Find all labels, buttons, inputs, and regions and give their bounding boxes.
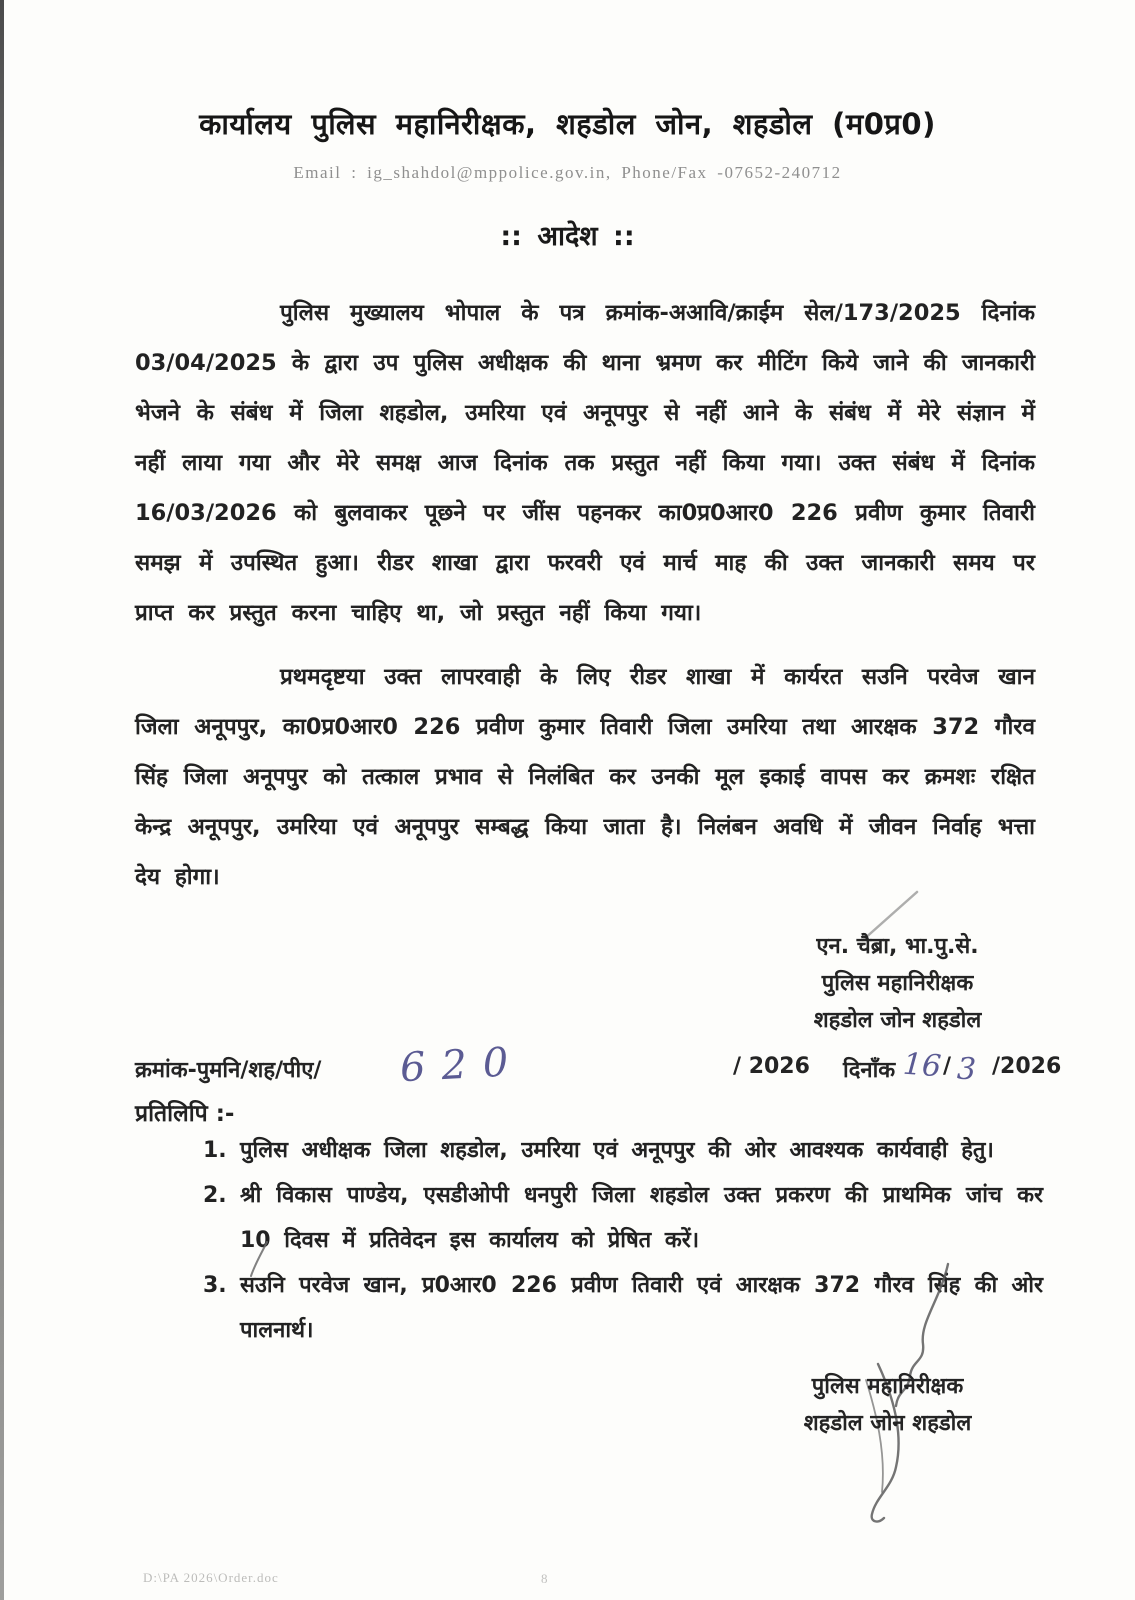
copy-item-1-text: पुलिस अधीक्षक जिला शहडोल, उमरिया एवं अनूपपुर की ओर आवश्यक कार्यवाही हेतु। <box>240 1138 994 1163</box>
contact-line: Email : ig_shahdol@mppolice.gov.in, Phone/Fax -07652-240712 <box>293 163 842 182</box>
order-heading: :: आदेश :: <box>500 221 635 252</box>
body-paragraph-1: पुलिस मुख्यालय भोपाल के पत्र क्रमांक-अआवि/क्राईम सेल/173/2025 दिनांक 03/04/2025 के द्वारा उप पुलिस अधीक्षक की थाना भ्रमण कर मीटिंग किये जाने की जानकारी भेजने के संबंध में जिला शहडोल, उमरिया एवं अनूपपुर से नहीं आने के संबंध में मेरे संज्ञान में नहीं लाया गया और मेरे समक्ष आज दिनांक तक प्रस्तुत नहीं किया गया। उक्त संबंध में दिनांक 16/03/2026 को बुलवाकर पूछने पर जींस पहनकर का0प्र0आर0 226 प्रवीण कुमार तिवारी समझ में उपस्थित हुआ। रीडर शाखा द्वारा फरवरी एवं मार्च माह की उक्त जानकारी समय पर प्राप्त कर प्रस्तुत करना चाहिए था, जो प्रस्तुत नहीं किया गया। <box>135 300 1035 626</box>
office-title: कार्यालय पुलिस महानिरीक्षक, शहडोल जोन, शहडोल (म0प्र0) <box>199 107 936 141</box>
copy-item-1 <box>203 1128 1043 1173</box>
dispatch-number-prefix: क्रमांक-पुमनि/शह/पीए/ <box>135 1058 322 1083</box>
copy-section-label: प्रतिलिपि :- <box>135 1101 235 1127</box>
bottom-zone: शहडोल जोन शहडोल <box>803 1411 972 1436</box>
bottom-designation: पुलिस महानिरीक्षक <box>811 1374 964 1399</box>
copy-item-3-text: सउनि परवेज खान, प्र0आर0 226 प्रवीण तिवारी एवं आरक्षक 372 गौरव सिंह की ओर पालनार्थ। <box>240 1273 1043 1343</box>
copy-item-1-number: 1. <box>203 1138 227 1163</box>
dispatch-number-handwritten: 620 <box>398 1038 526 1092</box>
dispatch-date-year: /2026 <box>992 1054 1062 1079</box>
dispatch-date-month-handwritten: 3 <box>956 1051 977 1088</box>
signature-block-bottom <box>775 1368 1000 1442</box>
pen-tick-item3 <box>243 1238 277 1280</box>
copy-item-2 <box>203 1173 1043 1263</box>
dispatch-date-day-handwritten: 16 <box>901 1046 943 1085</box>
copy-item-2-number: 2. <box>203 1183 227 1208</box>
signatory-designation: पुलिस महानिरीक्षक <box>821 971 974 996</box>
copy-item-3-number: 3. <box>203 1273 227 1298</box>
dispatch-date-label: दिनाँक <box>843 1058 896 1083</box>
dispatch-date-separator: / <box>943 1054 952 1079</box>
copy-item-2-text: श्री विकास पाण्डेय, एसडीओपी धनपुरी जिला शहडोल उक्त प्रकरण की प्राथमिक जांच कर 10 दिवस में प्रतिवेदन इस कार्यालय को प्रेषित करें। <box>240 1183 1043 1253</box>
signature-block-top <box>785 928 1010 1039</box>
footer-page-number: 8 <box>541 1571 548 1586</box>
body-paragraph-2: प्रथमदृष्टया उक्त लापरवाही के लिए रीडर शाखा में कार्यरत सउनि परवेज खान जिला अनूपपुर, का0प्र0आर0 226 प्रवीण कुमार तिवारी जिला उमरिया तथा आरक्षक 372 गौरव सिंह जिला अनूपपुर को तत्काल प्रभाव से निलंबित कर उनकी मूल इकाई वापस कर क्रमशः रक्षित केन्द्र अनूपपुर, उमरिया एवं अनूपपुर सम्बद्ध किया जाता है। निलंबन अवधि में जीवन निर्वाह भत्ता देय होगा। <box>135 664 1035 890</box>
signatory-name: एन. चैब्रा, भा.पु.से. <box>816 934 979 959</box>
dispatch-number-year: / 2026 <box>733 1054 810 1079</box>
footer-file-path: D:\PA 2026\Order.doc <box>143 1570 279 1585</box>
signatory-zone: शहडोल जोन शहडोल <box>813 1008 982 1033</box>
